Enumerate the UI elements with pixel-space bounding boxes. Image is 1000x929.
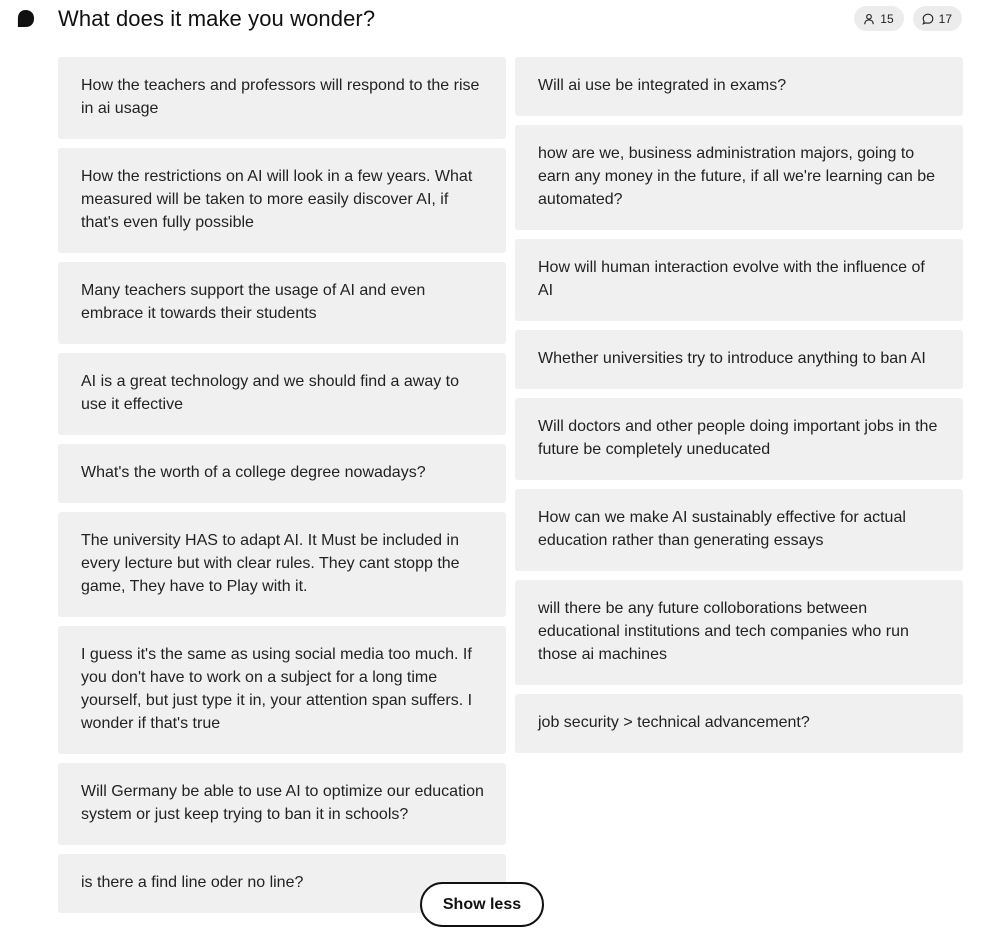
- page-title: What does it make you wonder?: [58, 6, 376, 31]
- participants-count: 15: [880, 11, 894, 26]
- person-icon: [863, 13, 875, 25]
- response-card[interactable]: How will human interaction evolve with the influence of AI: [515, 239, 963, 321]
- comment-icon: [922, 13, 934, 25]
- response-card[interactable]: how are we, business administration majors, going to earn any money in the future, if all we're learning can be automated?: [515, 125, 963, 230]
- response-card[interactable]: What's the worth of a college degree nowadays?: [58, 444, 506, 503]
- response-card[interactable]: Will ai use be integrated in exams?: [515, 57, 963, 116]
- response-card[interactable]: Many teachers support the usage of AI and even embrace it towards their students: [58, 262, 506, 344]
- response-card[interactable]: job security > technical advancement?: [515, 694, 963, 753]
- response-card[interactable]: Will doctors and other people doing important jobs in the future be completely uneducated: [515, 398, 963, 480]
- response-card[interactable]: will there be any future colloborations between educational institutions and tech companies who run those ai machines: [515, 580, 963, 685]
- app-logo-icon: [16, 9, 35, 28]
- response-card[interactable]: I guess it's the same as using social media too much. If you don't have to work on a subject for a long time yourself, but just type it in, your attention span suffers. I wonder if that's true: [58, 626, 506, 754]
- response-card[interactable]: How the teachers and professors will respond to the rise in ai usage: [58, 57, 506, 139]
- participants-badge[interactable]: [854, 6, 903, 31]
- response-card[interactable]: How the restrictions on AI will look in a few years. What measured will be taken to more easily discover AI, if that's even fully possible: [58, 148, 506, 253]
- header-badges: [854, 6, 962, 31]
- comments-count: 17: [938, 11, 952, 26]
- comments-badge[interactable]: [913, 6, 962, 31]
- response-card[interactable]: is there a find line oder no line?: [58, 854, 506, 913]
- responses-column-left: [58, 57, 506, 913]
- response-card[interactable]: How can we make AI sustainably effective for actual education rather than generating essays: [515, 489, 963, 571]
- response-card[interactable]: Will Germany be able to use AI to optimize our education system or just keep trying to ban it in schools?: [58, 763, 506, 845]
- response-card[interactable]: AI is a great technology and we should find a away to use it effective: [58, 353, 506, 435]
- response-card[interactable]: The university HAS to adapt AI. It Must be included in every lecture but with clear rules. They cant stopp the game, They have to Play with it.: [58, 512, 506, 617]
- responses-column-right: [515, 57, 963, 753]
- response-card[interactable]: Whether universities try to introduce anything to ban AI: [515, 330, 963, 389]
- show-less-button[interactable]: Show less: [420, 882, 544, 927]
